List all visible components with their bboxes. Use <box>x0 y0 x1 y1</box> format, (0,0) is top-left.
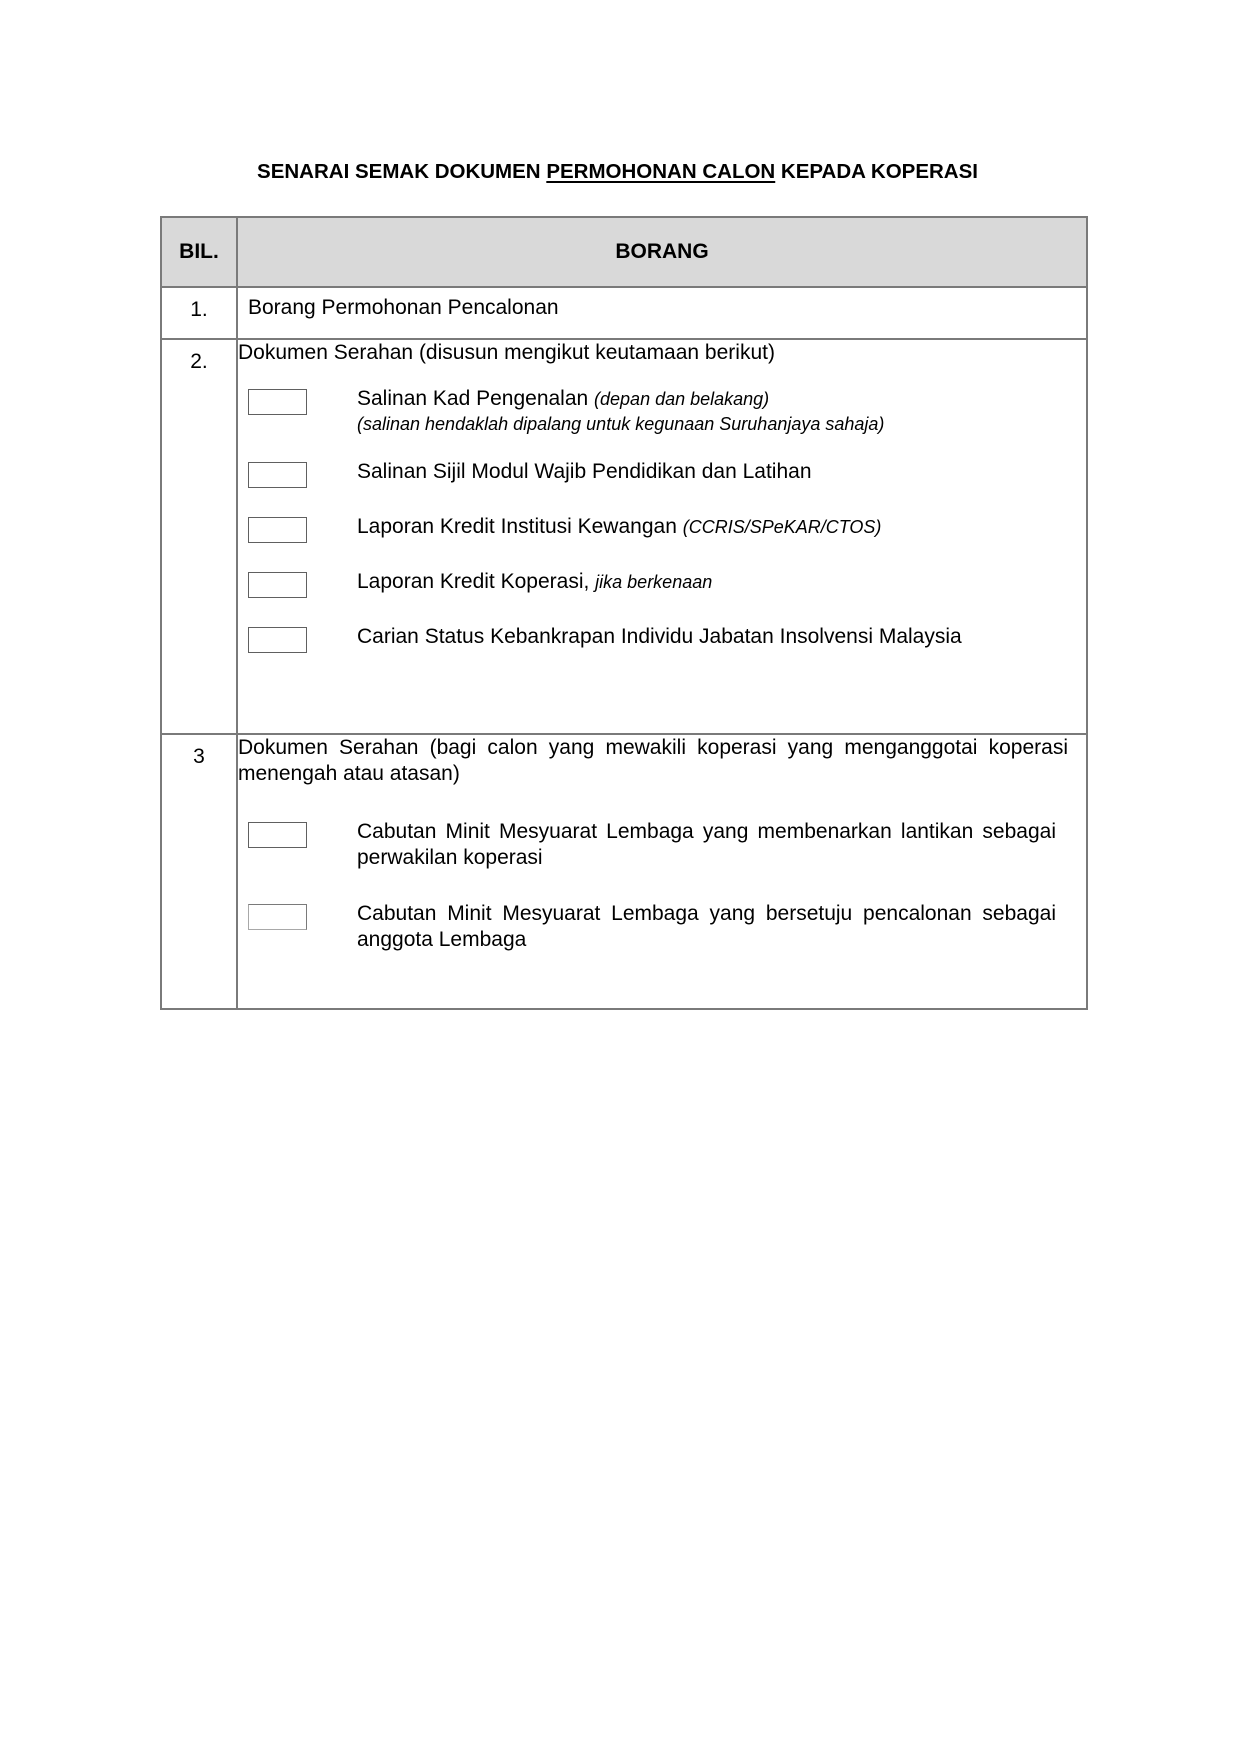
item-label: Laporan Kredit Koperasi, <box>357 570 596 593</box>
row-description <box>237 734 1087 1009</box>
checkbox[interactable] <box>248 389 307 415</box>
title-prefix: SENARAI SEMAK DOKUMEN <box>257 160 547 183</box>
title-underlined: PERMOHONAN CALON <box>546 160 776 183</box>
header-borang: BORANG <box>237 217 1087 287</box>
checklist-item <box>248 569 1086 598</box>
checklist-items <box>238 386 1086 653</box>
table-row <box>161 339 1087 734</box>
checklist-item <box>248 624 1086 653</box>
row-description: Borang Permohonan Pencalonan <box>237 287 1087 339</box>
item-label: Cabutan Minit Mesyuarat Lembaga yang bersetuju pencalonan sebagai anggota Lembaga <box>357 902 1056 951</box>
row-number: 1. <box>161 287 237 339</box>
table-header-row <box>161 217 1087 287</box>
row-number: 2. <box>161 339 237 734</box>
checklist-item <box>248 901 1086 953</box>
row-description <box>237 339 1087 734</box>
item-label: Carian Status Kebankrapan Individu Jabatan Insolvensi Malaysia <box>357 625 962 648</box>
row-number: 3 <box>161 734 237 1009</box>
item-note-line: (salinan hendaklah dipalang untuk kegunaan Suruhanjaya sahaja) <box>357 414 885 434</box>
row-heading: Dokumen Serahan (bagi calon yang mewakili koperasi yang menganggotai koperasi menengah atau atasan) <box>238 736 1068 785</box>
checkbox[interactable] <box>248 627 307 653</box>
item-note: (depan dan belakang) <box>594 389 770 409</box>
checkbox[interactable] <box>248 517 307 543</box>
checkbox[interactable] <box>248 822 307 848</box>
item-label: Salinan Sijil Modul Wajib Pendidikan dan Latihan <box>357 460 812 483</box>
checkbox[interactable] <box>248 462 307 488</box>
checklist-item <box>248 819 1086 871</box>
row-heading: Dokumen Serahan (disusun mengikut keutamaan berikut) <box>238 341 775 364</box>
checklist-table <box>160 216 1088 1010</box>
title-suffix: KEPADA KOPERASI <box>775 160 978 183</box>
table-row <box>161 287 1087 339</box>
document-title <box>0 160 1238 184</box>
checklist-item <box>248 514 1086 543</box>
item-note: (CCRIS/SPeKAR/CTOS) <box>682 517 882 537</box>
checkbox[interactable] <box>248 572 307 598</box>
item-label: Laporan Kredit Institusi Kewangan <box>357 515 683 538</box>
table-row <box>161 734 1087 1009</box>
item-label: Salinan Kad Pengenalan <box>357 387 595 410</box>
item-label: Cabutan Minit Mesyuarat Lembaga yang membenarkan lantikan sebagai perwakilan koperasi <box>357 820 1056 869</box>
checkbox[interactable] <box>248 904 307 930</box>
checklist-item <box>248 459 1086 488</box>
header-bil: BIL. <box>161 217 237 287</box>
checklist-item <box>248 386 1086 436</box>
item-note: jika berkenaan <box>595 572 713 592</box>
checklist-items <box>238 819 1086 953</box>
